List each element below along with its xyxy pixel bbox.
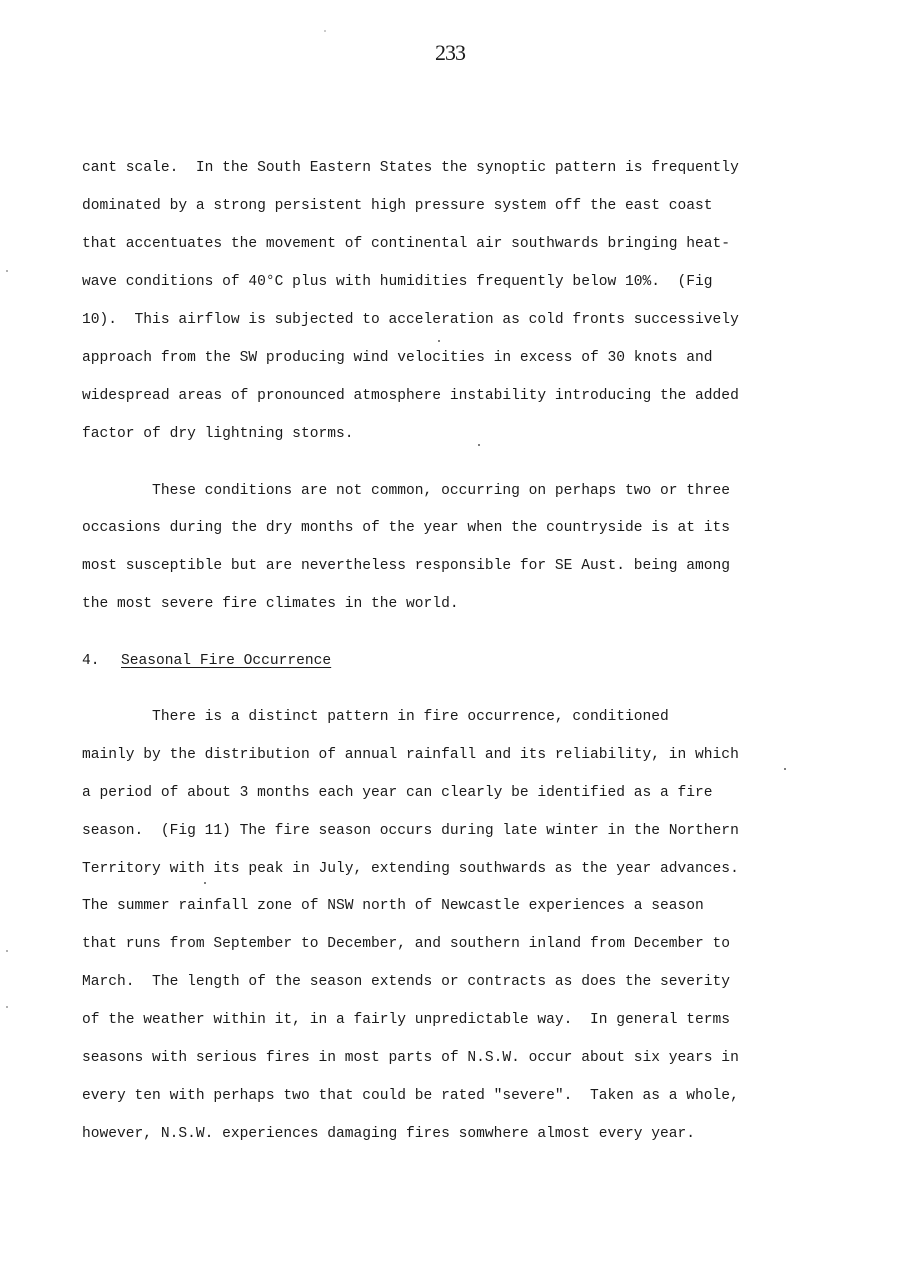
text-line: that accentuates the movement of continental air southwards bringing heat- (82, 236, 731, 252)
scan-speck (6, 950, 8, 952)
text-line: mainly by the distribution of annual rainfall and its reliability, in which (82, 747, 739, 763)
text-line: however, N.S.W. experiences damaging fires somwhere almost every year. (82, 1126, 696, 1142)
text-line: approach from the SW producing wind velocities in excess of 30 knots and (82, 350, 713, 366)
text-line: cant scale. In the South Eastern States the synoptic pattern is frequently (82, 160, 739, 176)
scan-speck (478, 444, 480, 446)
text-line: The summer rainfall zone of NSW north of Newcastle experiences a season (82, 898, 704, 914)
text-line: 10). This airflow is subjected to acceleration as cold fronts successively (82, 312, 739, 328)
text-line: of the weather within it, in a fairly unpredictable way. In general terms (82, 1012, 731, 1028)
scan-speck (6, 1006, 8, 1008)
section-title: Seasonal Fire Occurrence (121, 653, 332, 669)
scan-speck (438, 340, 440, 342)
text-line: the most severe fire climates in the world. (82, 596, 459, 612)
text-line: seasons with serious fires in most parts of N.S.W. occur about six years in (82, 1050, 739, 1066)
text-line: factor of dry lightning storms. (82, 426, 354, 442)
text-line: most susceptible but are nevertheless responsible for SE Aust. being among (82, 558, 731, 574)
text-line: season. (Fig 11) The fire season occurs during late winter in the Northern (82, 823, 739, 839)
page-number: 233 (435, 40, 465, 65)
text-line: March. The length of the season extends or contracts as does the severity (82, 974, 731, 990)
text-line: There is a distinct pattern in fire occurrence, conditioned (82, 709, 669, 725)
scan-speck (6, 270, 8, 272)
text-line: widespread areas of pronounced atmosphere instability introducing the added (82, 388, 739, 404)
scan-speck (784, 768, 786, 770)
scan-speck (324, 30, 326, 32)
text-line: a period of about 3 months each year can clearly be identified as a fire (82, 785, 713, 801)
text-line: These conditions are not common, occurring on perhaps two or three (82, 483, 731, 499)
text-line: wave conditions of 40°C plus with humidities frequently below 10%. (Fig (82, 274, 713, 290)
text-line: every ten with perhaps two that could be rated "severe". Taken as a whole, (82, 1088, 739, 1104)
text-line: that runs from September to December, and southern inland from December to (82, 936, 731, 952)
text-line: Territory with its peak in July, extending southwards as the year advances. (82, 861, 739, 877)
section-number: 4. (82, 653, 100, 669)
text-line: dominated by a strong persistent high pressure system off the east coast (82, 198, 713, 214)
scan-speck (204, 882, 206, 884)
text-line: occasions during the dry months of the year when the countryside is at its (82, 520, 731, 536)
